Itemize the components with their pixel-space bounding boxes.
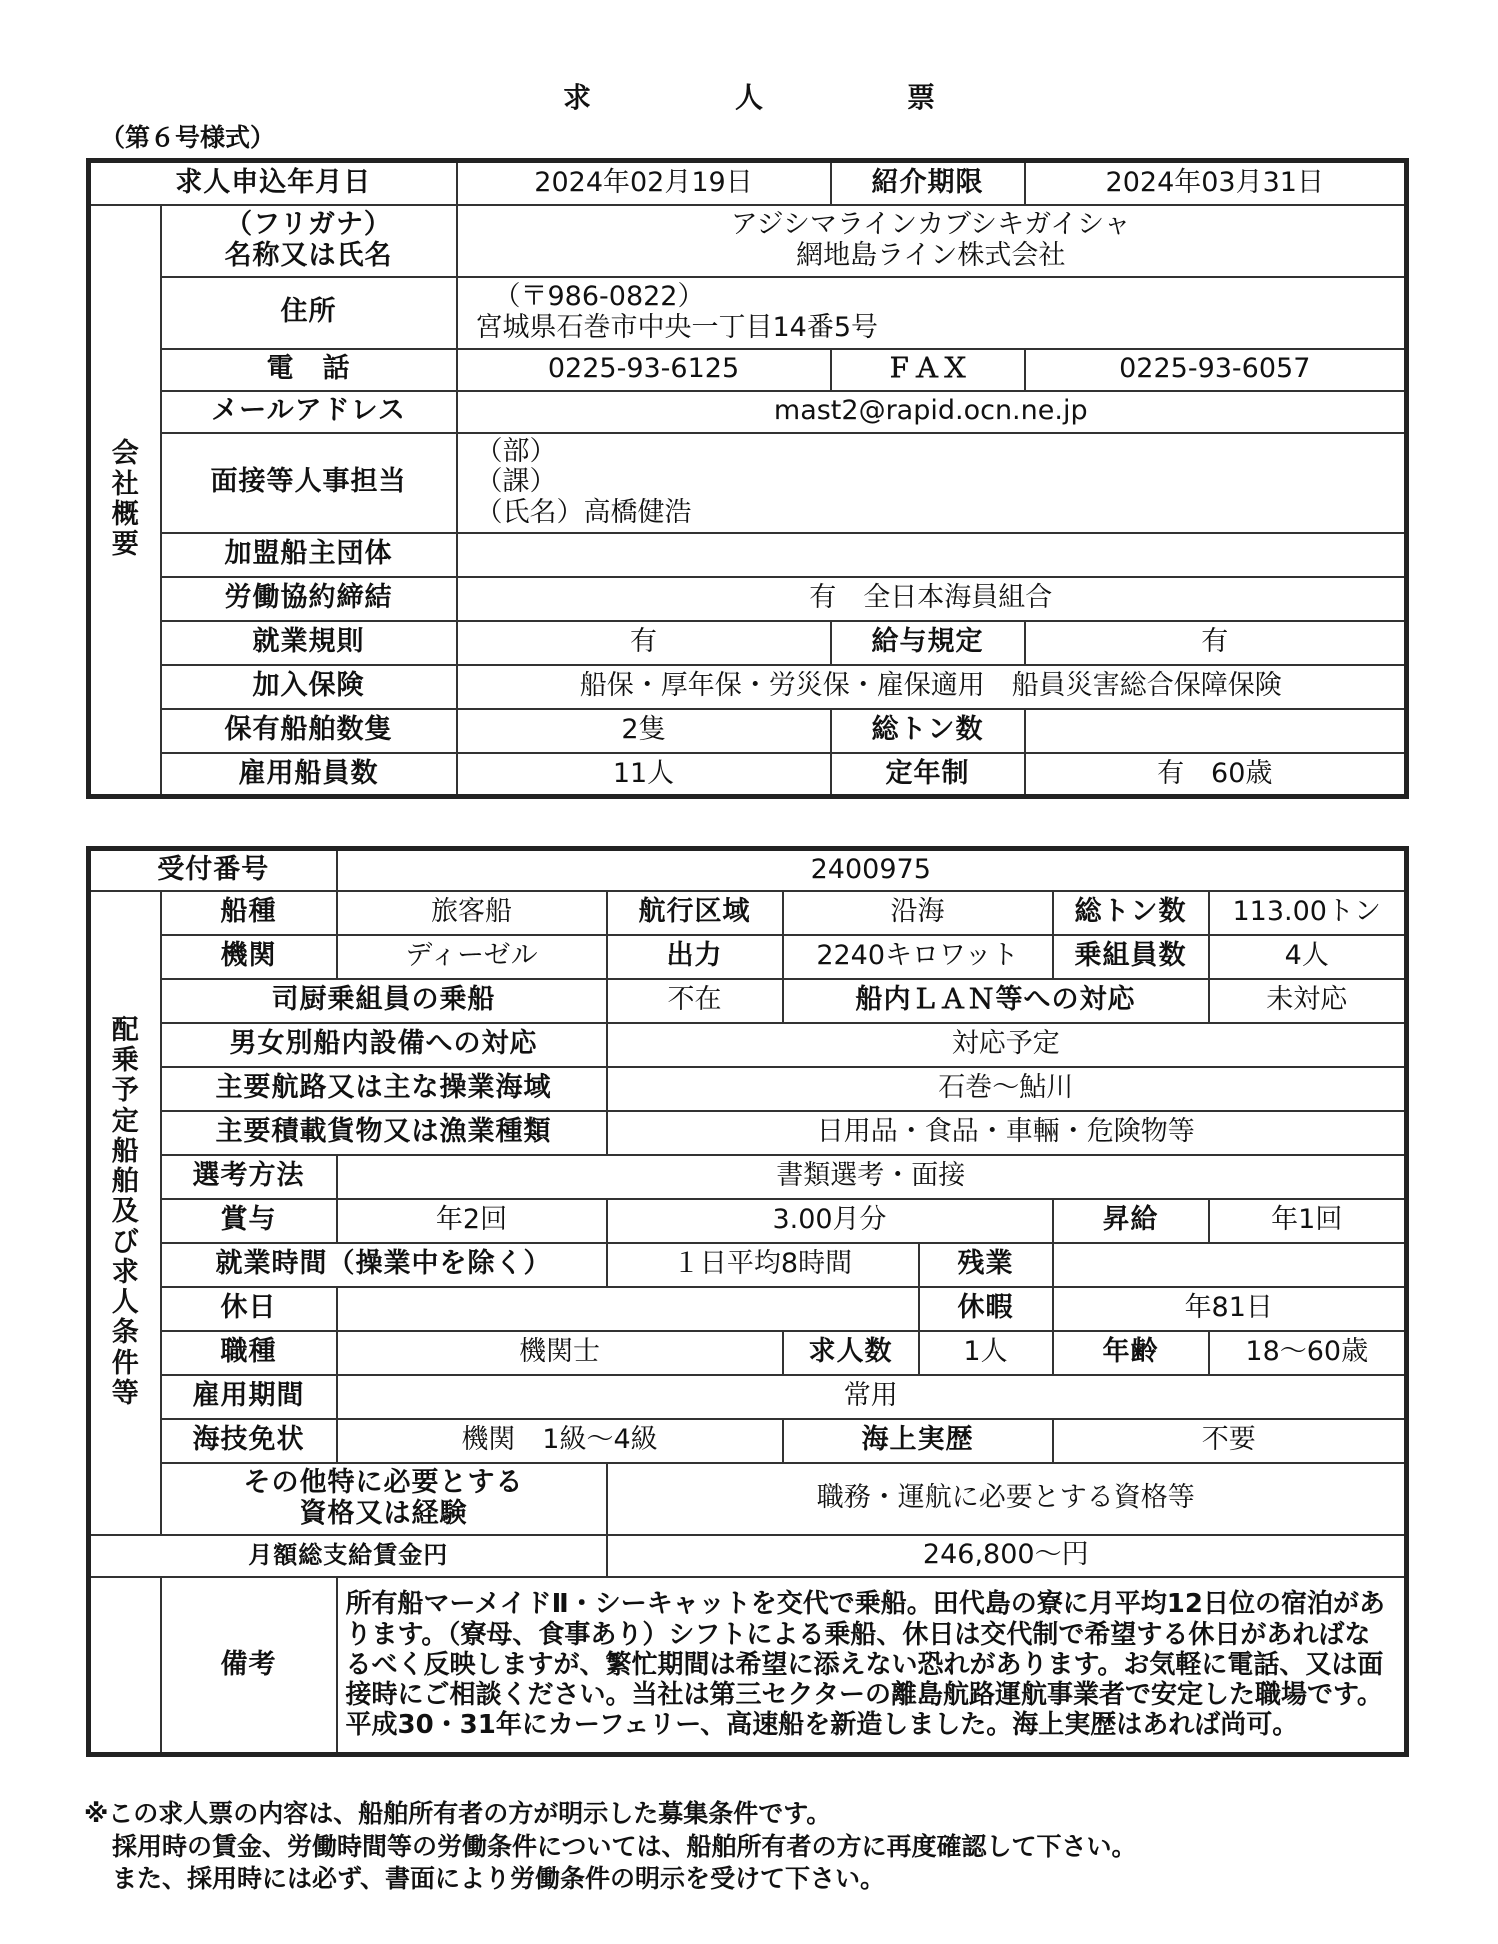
cargo: 日用品・食品・車輛・危険物等	[607, 1111, 1407, 1155]
age-label: 年齢	[1053, 1331, 1209, 1375]
employment-period: 常用	[337, 1375, 1407, 1419]
bonus-amount: 3.00月分	[607, 1199, 1053, 1243]
union-body	[457, 533, 1407, 577]
remarks-label: 備考	[161, 1577, 337, 1755]
gender-facility: 対応予定	[607, 1023, 1407, 1067]
remarks-blank-cell	[89, 1577, 161, 1755]
other-requirements: 職務・運航に必要とする資格等	[607, 1463, 1407, 1535]
form-number: （第６号様式）	[100, 123, 276, 152]
contact-name: （氏名）高橋健浩	[475, 496, 692, 528]
name-label	[161, 205, 457, 277]
phone-label: 電 話	[161, 349, 457, 391]
crew-count-label: 雇用船員数	[161, 753, 457, 797]
engine-label: 機関	[161, 935, 337, 979]
vacation: 年81日	[1053, 1287, 1407, 1331]
contact-label: 面接等人事担当	[161, 433, 457, 533]
email-address: mast2@rapid.ocn.ne.jp	[457, 391, 1407, 433]
crew-label: 乗組員数	[1053, 935, 1209, 979]
fax-label: ＦＡＸ	[831, 349, 1025, 391]
address	[457, 277, 1407, 349]
position-label: 職種	[161, 1331, 337, 1375]
referral-limit: 2024年03月31日	[1025, 161, 1407, 205]
company-name	[457, 205, 1407, 277]
route: 石巻～鮎川	[607, 1067, 1407, 1111]
hours-label: 就業時間（操業中を除く）	[161, 1243, 607, 1287]
other-requirements-label-line2: 資格又は経験	[299, 1497, 468, 1529]
overtime-label: 残業	[919, 1243, 1053, 1287]
output: 2240キロワット	[783, 935, 1053, 979]
name-main-label: 名称又は氏名	[224, 239, 393, 271]
apply-date: 2024年02月19日	[457, 161, 831, 205]
company-section-label: 会社概要	[89, 205, 161, 797]
openings: 1人	[919, 1331, 1053, 1375]
cook: 不在	[607, 979, 783, 1023]
work-rules: 有	[457, 621, 831, 665]
contact-dept: （部）	[475, 436, 557, 468]
note-line-2: 採用時の賃金、労働時間等の労働条件については、船舶所有者の方に再度確認して下さい。	[112, 1831, 1137, 1861]
nav-area: 沿海	[783, 891, 1053, 935]
salary-rules-label: 給与規定	[831, 621, 1025, 665]
engine: ディーゼル	[337, 935, 607, 979]
note-line-1: ※この求人票の内容は、船舶所有者の方が明示した募集条件です。	[84, 1799, 832, 1828]
ship-type-label: 船種	[161, 891, 337, 935]
email-label: メールアドレス	[161, 391, 457, 433]
openings-label: 求人数	[783, 1331, 919, 1375]
address-text: 宮城県石巻市中央一丁目14番5号	[475, 311, 879, 343]
work-hours: １日平均8時間	[607, 1243, 919, 1287]
insurance: 船保・厚年保・労災保・雇保適用 船員災害総合保障保険	[457, 665, 1407, 709]
job-section-label: 配乗予定船舶及び求人条件等	[89, 891, 161, 1535]
fax-number: 0225-93-6057	[1025, 349, 1407, 391]
cargo-label: 主要積載貨物又は漁業種類	[161, 1111, 607, 1155]
postal-code: （〒986-0822）	[493, 281, 705, 313]
receipt-no: 2400975	[337, 849, 1407, 891]
address-label: 住所	[161, 277, 457, 349]
gross-ton-label: 総トン数	[1053, 891, 1209, 935]
total-tonnage	[1025, 709, 1407, 753]
salary-rules: 有	[1025, 621, 1407, 665]
holiday	[337, 1287, 919, 1331]
note-line-3: また、採用時には必ず、書面により労働条件の明示を受けて下さい。	[112, 1864, 886, 1893]
position: 機関士	[337, 1331, 783, 1375]
remarks-text: 所有船マーメイドⅡ・シーキャットを交代で乗船。田代島の寮に月平均12日位の宿泊があります。（寮母、食事あり）シフトによる乗船、休日は交代制で希望する休日があればなるべく反映しますが、繁忙期間は希望に添えない恐れがあります。お気軽に電話、又は面接時にご相談ください。当社は第三セクターの離島航路運航事業者で安定した職場です。平成30・31年にカーフェリー、高速船を新造しました。海上実歴はあれば尚可。	[337, 1577, 1407, 1755]
company-name-kanji: 網地島ライン株式会社	[796, 239, 1066, 271]
other-requirements-label	[161, 1463, 607, 1535]
footer-notes	[84, 1798, 1137, 1896]
raise: 年1回	[1209, 1199, 1407, 1243]
output-label: 出力	[607, 935, 783, 979]
work-rules-label: 就業規則	[161, 621, 457, 665]
company-table	[86, 158, 1409, 799]
company-name-kana: アジシマラインカブシキガイシャ	[730, 209, 1131, 241]
license-label: 海技免状	[161, 1419, 337, 1463]
contact-section: （課）	[475, 466, 557, 498]
period-label: 雇用期間	[161, 1375, 337, 1419]
route-label: 主要航路又は主な操業海域	[161, 1067, 607, 1111]
apply-date-label: 求人申込年月日	[89, 161, 457, 205]
retirement-label: 定年制	[831, 753, 1025, 797]
ships-count-label: 保有船舶数隻	[161, 709, 457, 753]
cook-label: 司厨乗組員の乗船	[161, 979, 607, 1023]
retirement: 有 60歳	[1025, 753, 1407, 797]
referral-limit-label: 紹介期限	[831, 161, 1025, 205]
bonus-times: 年2回	[337, 1199, 607, 1243]
license: 機関 1級～4級	[337, 1419, 783, 1463]
monthly-pay: 246,800～円	[607, 1535, 1407, 1577]
gender-facility-label: 男女別船内設備への対応	[161, 1023, 607, 1067]
insurance-label: 加入保険	[161, 665, 457, 709]
crew-count: 11人	[457, 753, 831, 797]
sea-experience-label: 海上実歴	[783, 1419, 1053, 1463]
crew: 4人	[1209, 935, 1407, 979]
contact-person	[457, 433, 1407, 533]
vacation-label: 休暇	[919, 1287, 1053, 1331]
overtime	[1053, 1243, 1407, 1287]
lan: 未対応	[1209, 979, 1407, 1023]
labor-agreement: 有 全日本海員組合	[457, 577, 1407, 621]
page-title: 求 人 票	[562, 81, 993, 114]
nav-area-label: 航行区域	[607, 891, 783, 935]
total-tonnage-label: 総トン数	[831, 709, 1025, 753]
lan-label: 船内ＬＡＮ等への対応	[783, 979, 1209, 1023]
raise-label: 昇給	[1053, 1199, 1209, 1243]
union-body-label: 加盟船主団体	[161, 533, 457, 577]
other-requirements-label-line1: その他特に必要とする	[243, 1467, 524, 1499]
holiday-label: 休日	[161, 1287, 337, 1331]
receipt-no-label: 受付番号	[89, 849, 337, 891]
age-range: 18～60歳	[1209, 1331, 1407, 1375]
sea-experience: 不要	[1053, 1419, 1407, 1463]
selection: 書類選考・面接	[337, 1155, 1407, 1199]
ships-count: 2隻	[457, 709, 831, 753]
gross-ton: 113.00トン	[1209, 891, 1407, 935]
selection-label: 選考方法	[161, 1155, 337, 1199]
name-kana-label: （フリガナ）	[225, 209, 392, 241]
labor-agreement-label: 労働協約締結	[161, 577, 457, 621]
bonus-label: 賞与	[161, 1199, 337, 1243]
monthly-pay-label: 月額総支給賃金円	[89, 1535, 607, 1577]
ship-type: 旅客船	[337, 891, 607, 935]
phone-number: 0225-93-6125	[457, 349, 831, 391]
job-table	[86, 846, 1409, 1757]
